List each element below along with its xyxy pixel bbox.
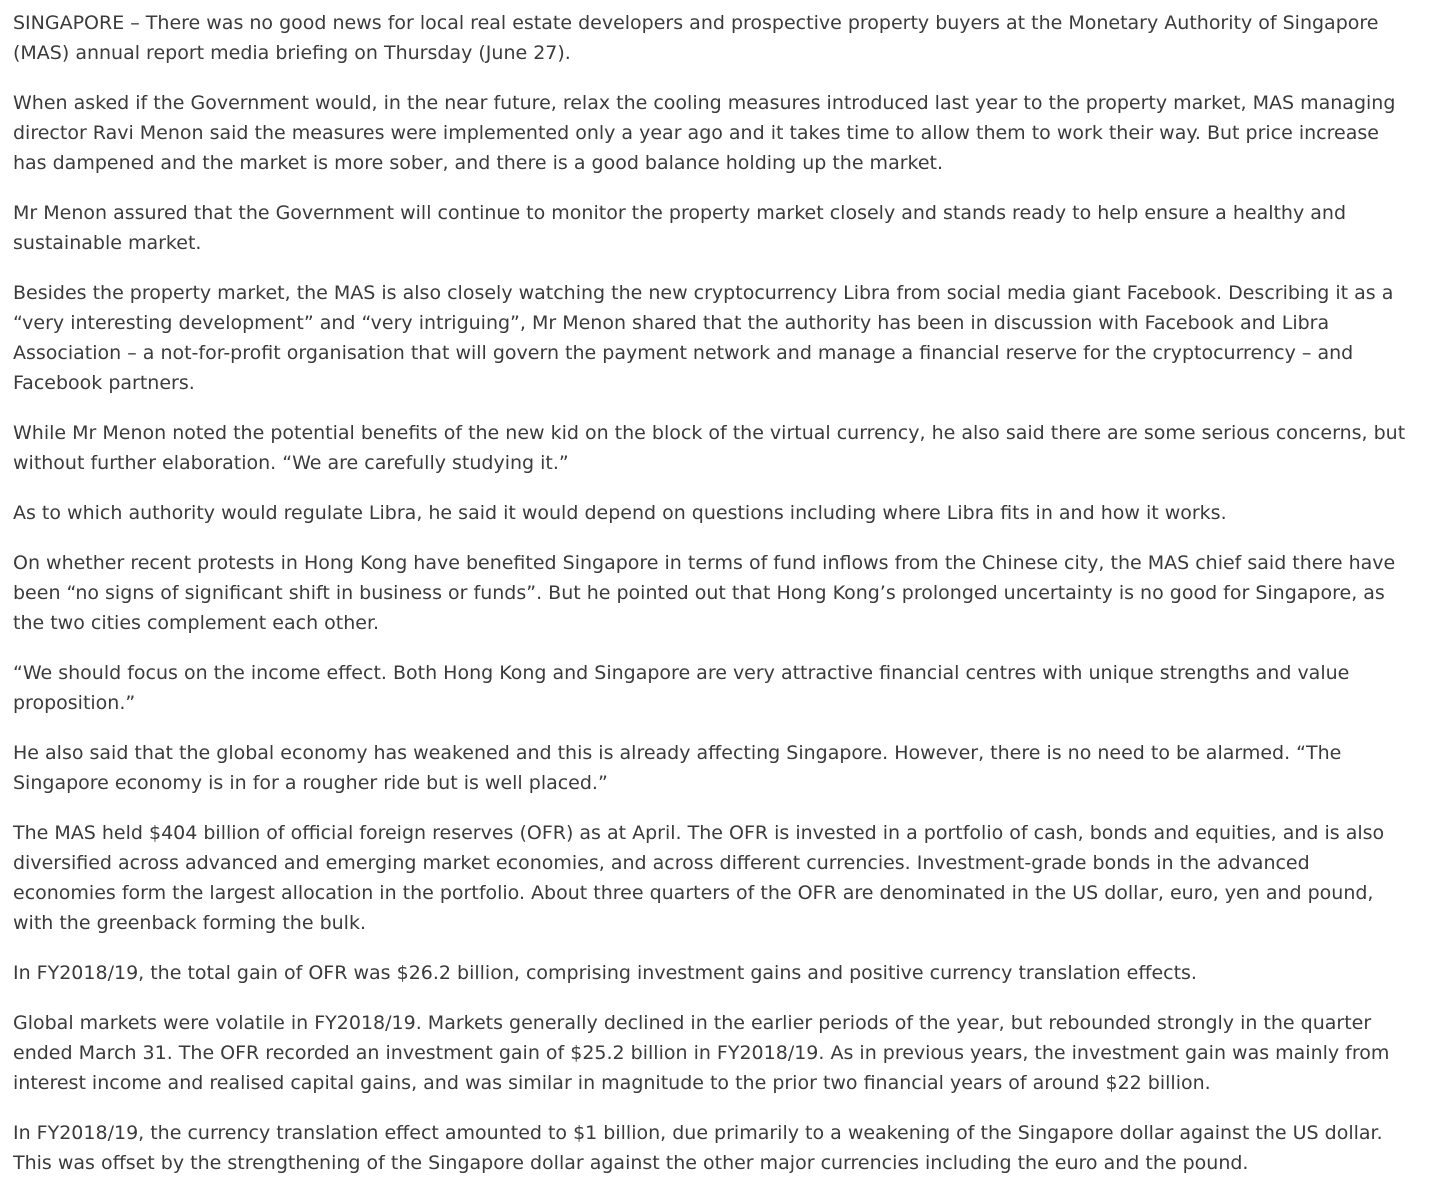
paragraph-1: SINGAPORE – There was no good news for local real estate developers and prospective property buyers at the Monetary Authority of Singapore (MAS) annual report media briefing on Thursday (June 27). xyxy=(13,12,1379,64)
paragraph-13: In FY2018/19, the currency translation effect amounted to $1 billion, due primarily to a weakening of the Singapore dollar against the US dollar. This was offset by the strengthening of the Singapore dollar against the other major currencies including the euro and the pound. xyxy=(13,1122,1383,1174)
paragraph-5: While Mr Menon noted the potential benefits of the new kid on the block of the virtual currency, he also said there are some serious concerns, but without further elaboration. “We are carefully studying it.” xyxy=(13,422,1406,474)
paragraph-2: When asked if the Government would, in the near future, relax the cooling measures introduced last year to the property market, MAS managing director Ravi Menon said the measures were implemented only a year ago and it takes time to allow them to work their way. But price increase has dampened and the market is more sober, and there is a good balance holding up the market. xyxy=(13,92,1396,174)
paragraph-6: As to which authority would regulate Libra, he said it would depend on questions including where Libra fits in and how it works. xyxy=(13,502,1227,524)
paragraph-3: Mr Menon assured that the Government will continue to monitor the property market closely and stands ready to help ensure a healthy and sustainable market. xyxy=(13,202,1347,254)
paragraph-4: Besides the property market, the MAS is also closely watching the new cryptocurrency Libra from social media giant Facebook. Describing it as a “very interesting development” and “very intriguing”, Mr Menon shared that the authority has been in discussion with Facebook and Libra Association – a not-for-profit organisation that will govern the payment network and manage a financial reserve for the cryptocurrency – and Facebook partners. xyxy=(13,282,1394,394)
paragraph-12: Global markets were volatile in FY2018/19. Markets generally declined in the earlier periods of the year, but rebounded strongly in the quarter ended March 31. The OFR recorded an investment gain of $25.2 billion in FY2018/19. As in previous years, the investment gain was mainly from interest income and realised capital gains, and was similar in magnitude to the prior two financial years of around $22 billion. xyxy=(13,1012,1390,1094)
paragraph-11: In FY2018/19, the total gain of OFR was $26.2 billion, comprising investment gains and positive currency translation effects. xyxy=(13,962,1197,984)
paragraph-9: He also said that the global economy has weakened and this is already affecting Singapore. However, there is no need to be alarmed. “The Singapore economy is in for a rougher ride but is well placed.” xyxy=(13,742,1342,794)
paragraph-8: “We should focus on the income effect. Both Hong Kong and Singapore are very attractive financial centres with unique strengths and value proposition.” xyxy=(13,662,1350,714)
paragraph-10: The MAS held $404 billion of official foreign reserves (OFR) as at April. The OFR is invested in a portfolio of cash, bonds and equities, and is also diversified across advanced and emerging market economies, and across different currencies. Investment-grade bonds in the advanced economies form the largest allocation in the portfolio. About three quarters of the OFR are denominated in the US dollar, euro, yen and pound, with the greenback forming the bulk. xyxy=(13,822,1385,934)
paragraph-7: On whether recent protests in Hong Kong have benefited Singapore in terms of fund inflows from the Chinese city, the MAS chief said there have been “no signs of significant shift in business or funds”. But he pointed out that Hong Kong’s prolonged uncertainty is no good for Singapore, as the two cities complement each other. xyxy=(13,552,1396,634)
